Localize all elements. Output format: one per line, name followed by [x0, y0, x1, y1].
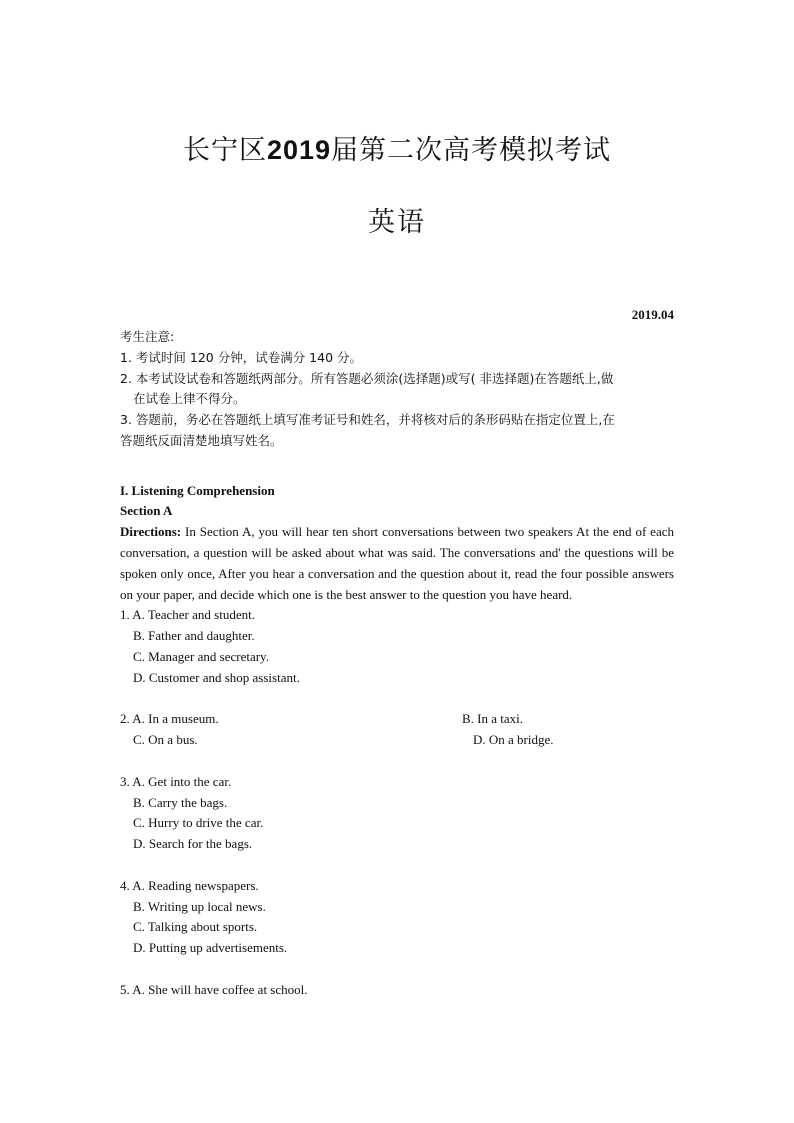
- option: D. Search for the bags.: [133, 836, 253, 852]
- question-5: [120, 980, 674, 1001]
- option: 3. A. Get into the car.: [120, 773, 232, 789]
- title-prefix: 长宁区: [182, 135, 267, 166]
- subject-title: 英语: [368, 207, 426, 238]
- notice-heading: 考生注意:: [120, 329, 175, 344]
- title-year: 2019: [266, 135, 332, 165]
- option: C. Hurry to drive the car.: [133, 815, 264, 831]
- option: B. Father and daughter.: [133, 628, 255, 644]
- section-title: Section A: [120, 503, 173, 519]
- option: C. On a bus.: [133, 732, 198, 748]
- option: D. On a bridge.: [473, 732, 554, 748]
- notice-item: 答题纸反面清楚地填写姓名。: [120, 432, 283, 448]
- option: C. Manager and secretary.: [133, 648, 269, 664]
- question-4: [120, 876, 674, 959]
- option: D. Customer and shop assistant.: [133, 669, 300, 685]
- directions: [120, 522, 674, 605]
- question-1: [120, 605, 674, 688]
- exam-content: [120, 327, 674, 1001]
- part-title: I. Listening Comprehension: [120, 482, 275, 498]
- notice-item: 3. 答题前，务必在答题纸上填写准考证号和姓名，并将核对后的条形码贴在指定位置上,在: [120, 412, 615, 428]
- option: B. In a taxi.: [462, 711, 524, 727]
- question-3: [120, 772, 674, 855]
- directions-text: In Section A, you will hear ten short conversations between two speakers At the end of each conversation, a question will be asked about what was said. The conversations and' the questions will be spoken only once, After you hear a conversation and the question about it, read the four possible answers on your paper, and decide which one is the best answer to the question you have heard.: [120, 524, 674, 602]
- option: 4. A. Reading newspapers.: [120, 877, 259, 893]
- title-suffix: 届第二次高考模拟考试: [331, 135, 612, 166]
- option: 2. A. In a museum.: [120, 711, 219, 727]
- directions-label: Directions:: [120, 524, 182, 540]
- option: B. Writing up local news.: [133, 898, 266, 914]
- option: B. Carry the bags.: [133, 794, 228, 810]
- exam-date: 2019.04: [631, 307, 674, 322]
- exam-title: [0, 128, 794, 167]
- option: C. Talking about sports.: [133, 919, 258, 935]
- option: 5. A. She will have coffee at school.: [120, 981, 308, 997]
- question-2: [120, 709, 674, 751]
- notice-item: 2. 本考试设试卷和答题纸两部分。所有答题必须涂(选择题)或写( 非选择题)在答题纸上,做: [120, 370, 614, 386]
- option: D. Putting up advertisements.: [133, 940, 288, 956]
- notice-item: 1. 考试时间 120 分钟，试卷满分 140 分。: [120, 349, 363, 365]
- option: 1. A. Teacher and student.: [120, 607, 255, 623]
- notice-item: 在试卷上律不得分。: [133, 391, 246, 407]
